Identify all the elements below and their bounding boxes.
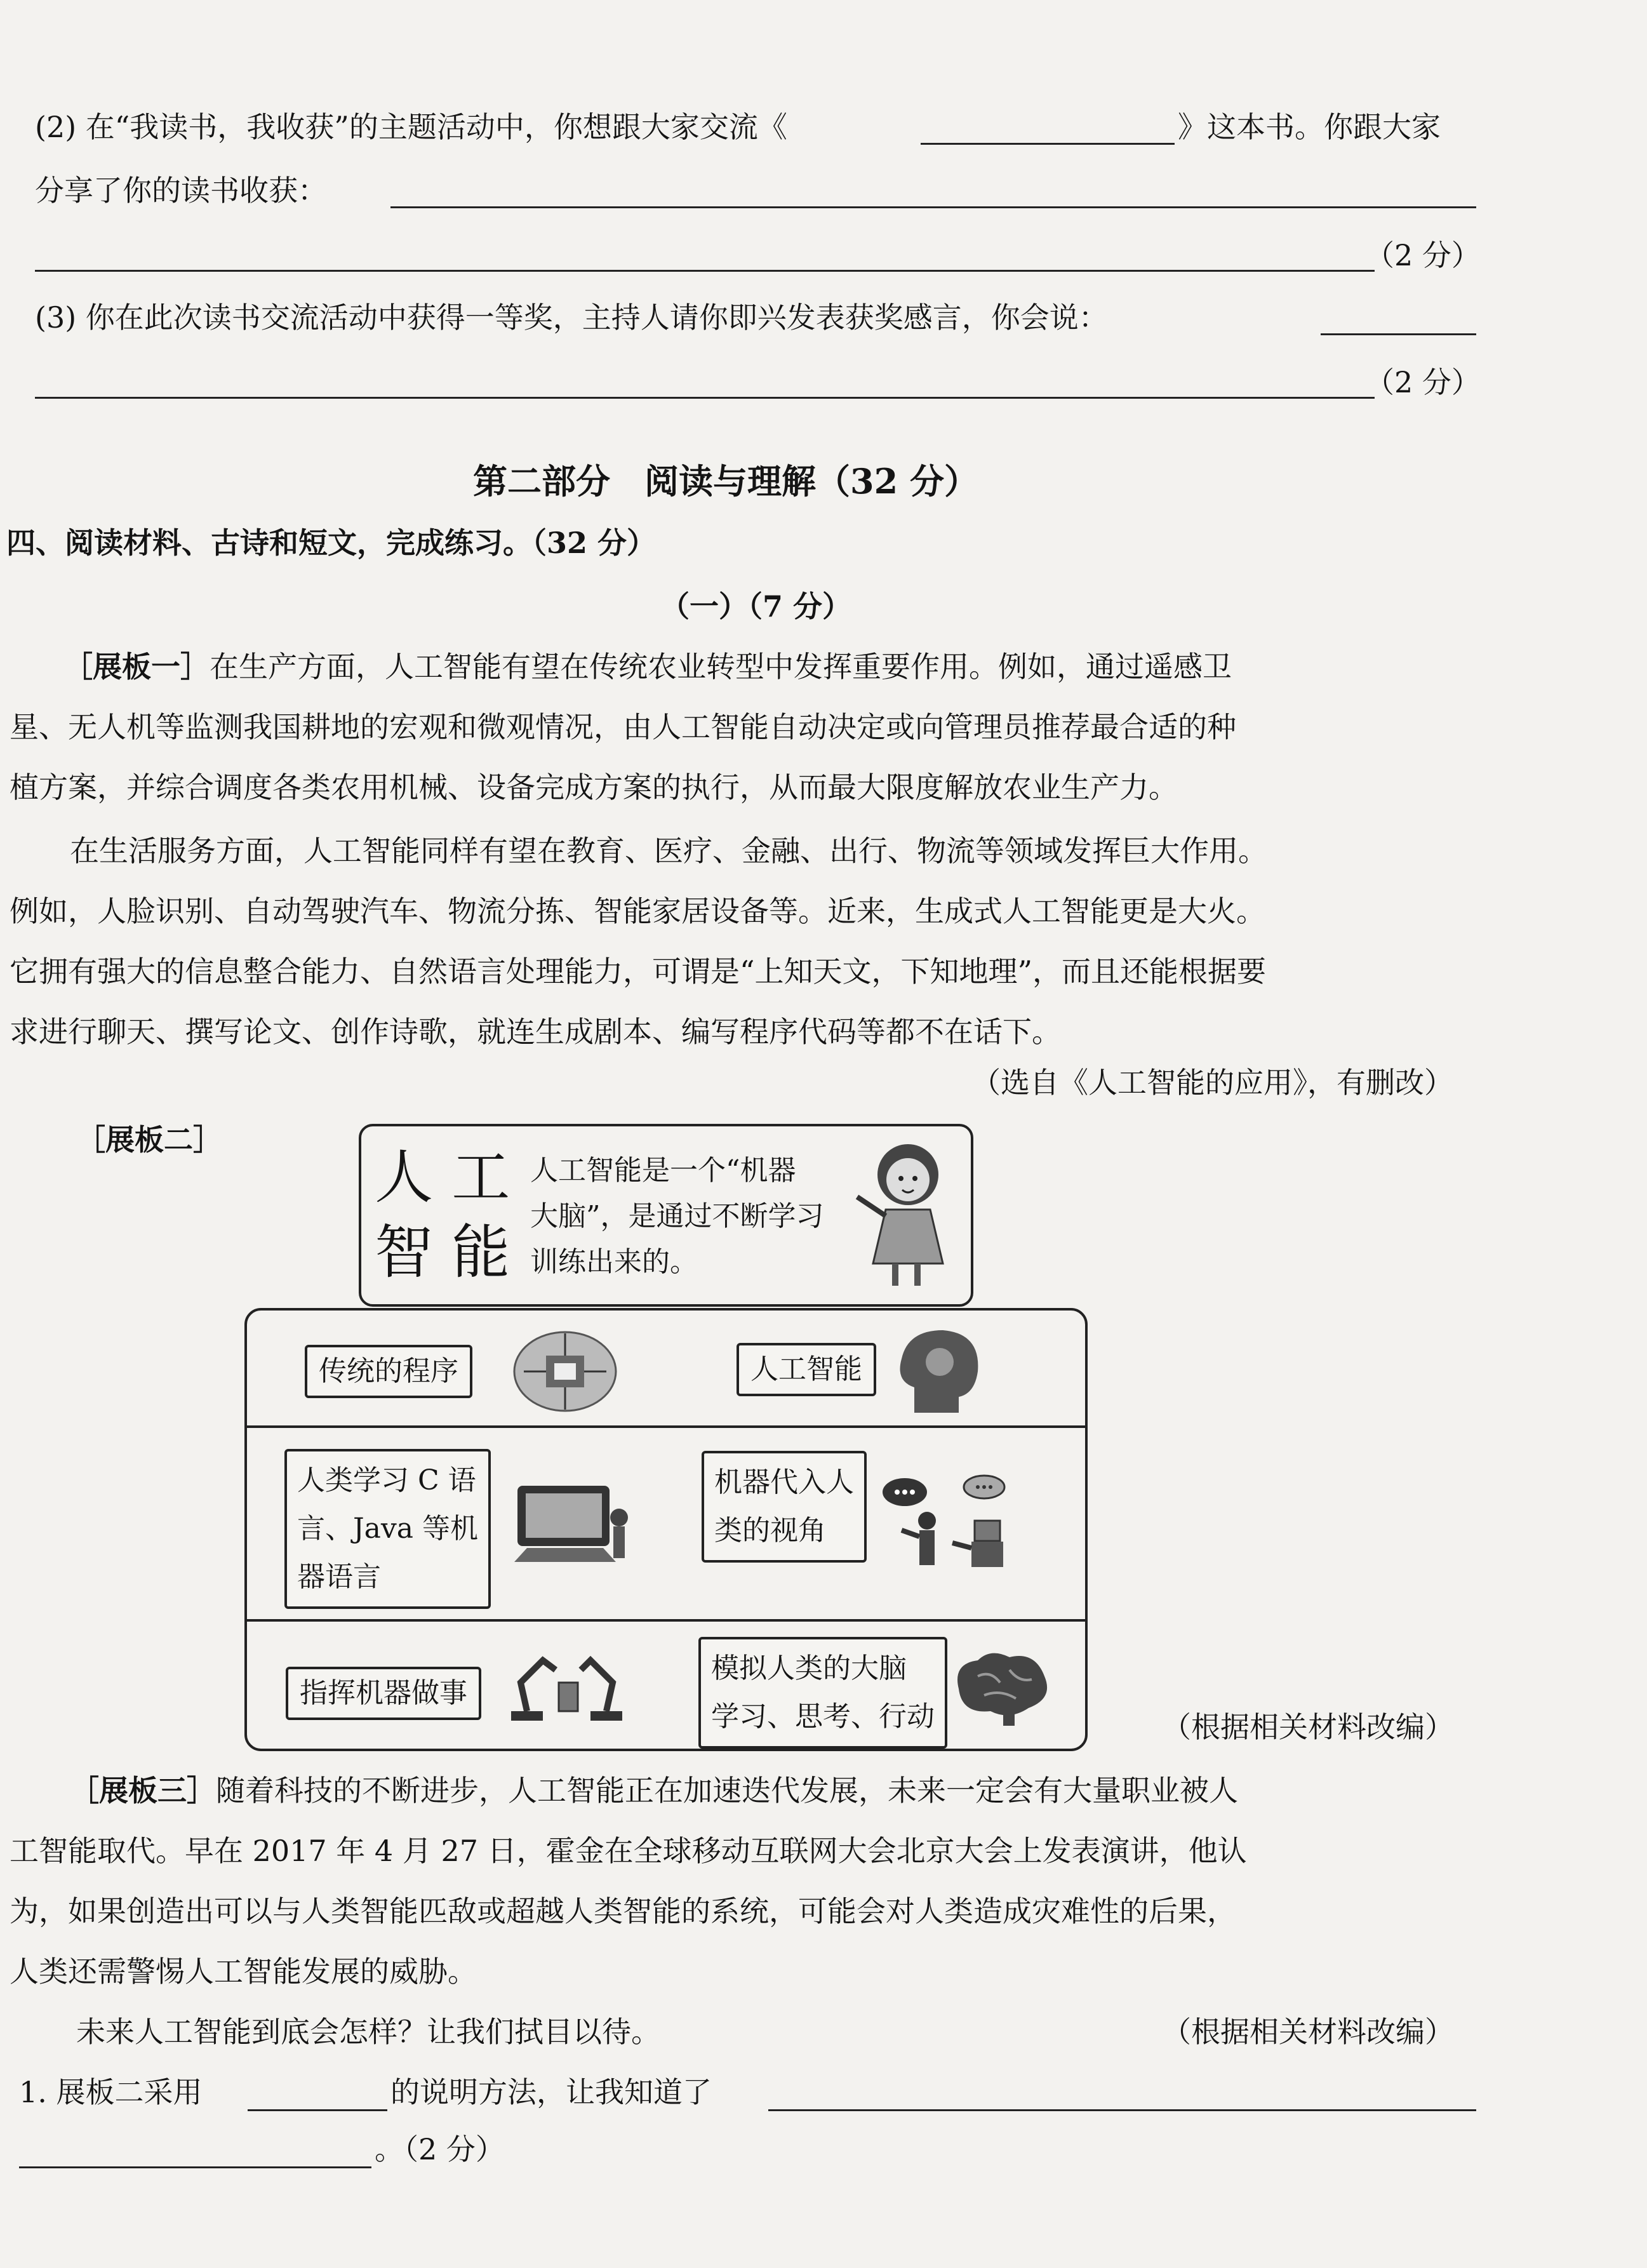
robot-arms-icon xyxy=(502,1644,629,1727)
q2-book-blank[interactable] xyxy=(921,143,1175,145)
q3-score: （2 分） xyxy=(1365,365,1481,399)
question1-part-a: 1. 展板二采用 xyxy=(19,2075,203,2109)
panel3-tag: ［展板三］ xyxy=(70,1773,216,1808)
panel1-line6: 它拥有强大的信息整合能力、自然语言处理能力，可谓是“上知天文，下知地理”，而且还能根据要 xyxy=(10,954,1267,989)
ai-title-line2: 智 能 xyxy=(375,1218,510,1286)
panel3-line5: 未来人工智能到底会怎样？让我们拭目以待。 xyxy=(76,2015,660,2049)
brain-icon xyxy=(946,1644,1054,1727)
panel2-tag: ［展板二］ xyxy=(76,1123,222,1157)
panel1-source: （选自《人工智能的应用》，有删改） xyxy=(971,1065,1453,1100)
subsection-one-heading: （一）（7 分） xyxy=(660,589,852,624)
question1-method-blank[interactable] xyxy=(248,2109,387,2111)
ai-bubble-line1: 人工智能是一个“机器 xyxy=(530,1154,796,1187)
panel3-source: （根据相关材料改编） xyxy=(1162,2015,1454,2049)
computer-user-icon xyxy=(508,1473,635,1575)
part2-title: 第二部分 阅读与理解（32 分） xyxy=(473,461,978,502)
human-robot-dialog-icon xyxy=(879,1473,1038,1581)
question1-content-blank-2[interactable] xyxy=(19,2166,371,2168)
table-divider-2 xyxy=(247,1619,1085,1622)
q3-line1: (3) 你在此次读书交流活动中获得一等奖，主持人请你即兴发表获奖感言，你会说： xyxy=(35,300,1108,335)
question1-part-c: 。（2 分） xyxy=(375,2132,505,2166)
panel1-line5: 例如，人脸识别、自动驾驶汽车、物流分拣、智能家居设备等。近来，生成式人工智能更是大火。 xyxy=(10,894,1265,928)
circuit-icon xyxy=(511,1327,619,1416)
q2-answer-blank-2[interactable] xyxy=(35,270,1375,272)
q3-answer-blank-2[interactable] xyxy=(35,397,1375,399)
panel3-line1: ［展板三］随着科技的不断进步，人工智能正在加速迭代发展，未来一定会有大量职业被人 xyxy=(70,1773,1238,1808)
panel3-line3: 为，如果创造出可以与人类智能匹敌或超越人类智能的系统，可能会对人类造成灾难性的后果， xyxy=(10,1894,1236,1928)
panel3-line2: 工智能取代。早在 2017 年 4 月 27 日，霍金在全球移动互联网大会北京大会上发表演讲，他认 xyxy=(10,1834,1247,1868)
question1-part-b: 的说明方法，让我知道了 xyxy=(390,2075,712,2109)
q3-answer-blank-1[interactable] xyxy=(1321,333,1476,335)
label-command-machine: 指挥机器做事 xyxy=(286,1667,481,1720)
table-divider-1 xyxy=(247,1425,1085,1428)
q2-score: （2 分） xyxy=(1365,238,1481,272)
ai-title-line1: 人 工 xyxy=(375,1144,510,1211)
panel1-line2: 星、无人机等监测我国耕地的宏观和微观情况，由人工智能自动决定或向管理员推荐最合适的种 xyxy=(10,710,1236,744)
section-four-heading: 四、阅读材料、古诗和短文，完成练习。（32 分） xyxy=(6,526,657,560)
label-machine-human-view: 机器代入人 类的视角 xyxy=(702,1451,867,1563)
q2-line1-b: 》这本书。你跟大家 xyxy=(1178,110,1441,144)
label-traditional-program: 传统的程序 xyxy=(305,1345,472,1398)
ai-bubble-line2: 大脑”，是通过不断学习 xyxy=(530,1200,824,1232)
panel1-line7: 求进行聊天、撰写论文、创作诗歌，就连生成剧本、编写程序代码等都不在话下。 xyxy=(10,1015,1061,1049)
label-simulate-brain: 模拟人类的大脑 学习、思考、行动 xyxy=(698,1637,947,1749)
q2-line1-a: (2) 在“我读书，我收获”的主题活动中，你想跟大家交流《 xyxy=(35,110,787,144)
ai-bubble-line3: 训练出来的。 xyxy=(530,1246,698,1278)
panel1-line4: 在生活服务方面，人工智能同样有望在教育、医疗、金融、出行、物流等领域发挥巨大作用。 xyxy=(70,834,1267,868)
girl-icon xyxy=(848,1137,959,1292)
q2-line2: 分享了你的读书收获： xyxy=(35,173,327,208)
panel2-source: （根据相关材料改编） xyxy=(1162,1710,1454,1744)
panel1-line1: ［展板一］在生产方面，人工智能有望在传统农业转型中发挥重要作用。例如，通过遥感卫 xyxy=(63,650,1232,684)
panel1-tag: ［展板一］ xyxy=(63,650,210,684)
panel3-line4: 人类还需警惕人工智能发展的威胁。 xyxy=(10,1954,477,1989)
label-ai: 人工智能 xyxy=(737,1343,876,1396)
q2-answer-blank-1[interactable] xyxy=(390,206,1476,208)
panel1-line3: 植方案，并综合调度各类农用机械、设备完成方案的执行，从而最大限度解放农业生产力。 xyxy=(10,770,1178,804)
question1-content-blank-1[interactable] xyxy=(768,2109,1476,2111)
label-human-learns-languages: 人类学习 C 语 言、Java 等机 器语言 xyxy=(284,1449,491,1609)
ai-head-icon xyxy=(889,1324,990,1419)
